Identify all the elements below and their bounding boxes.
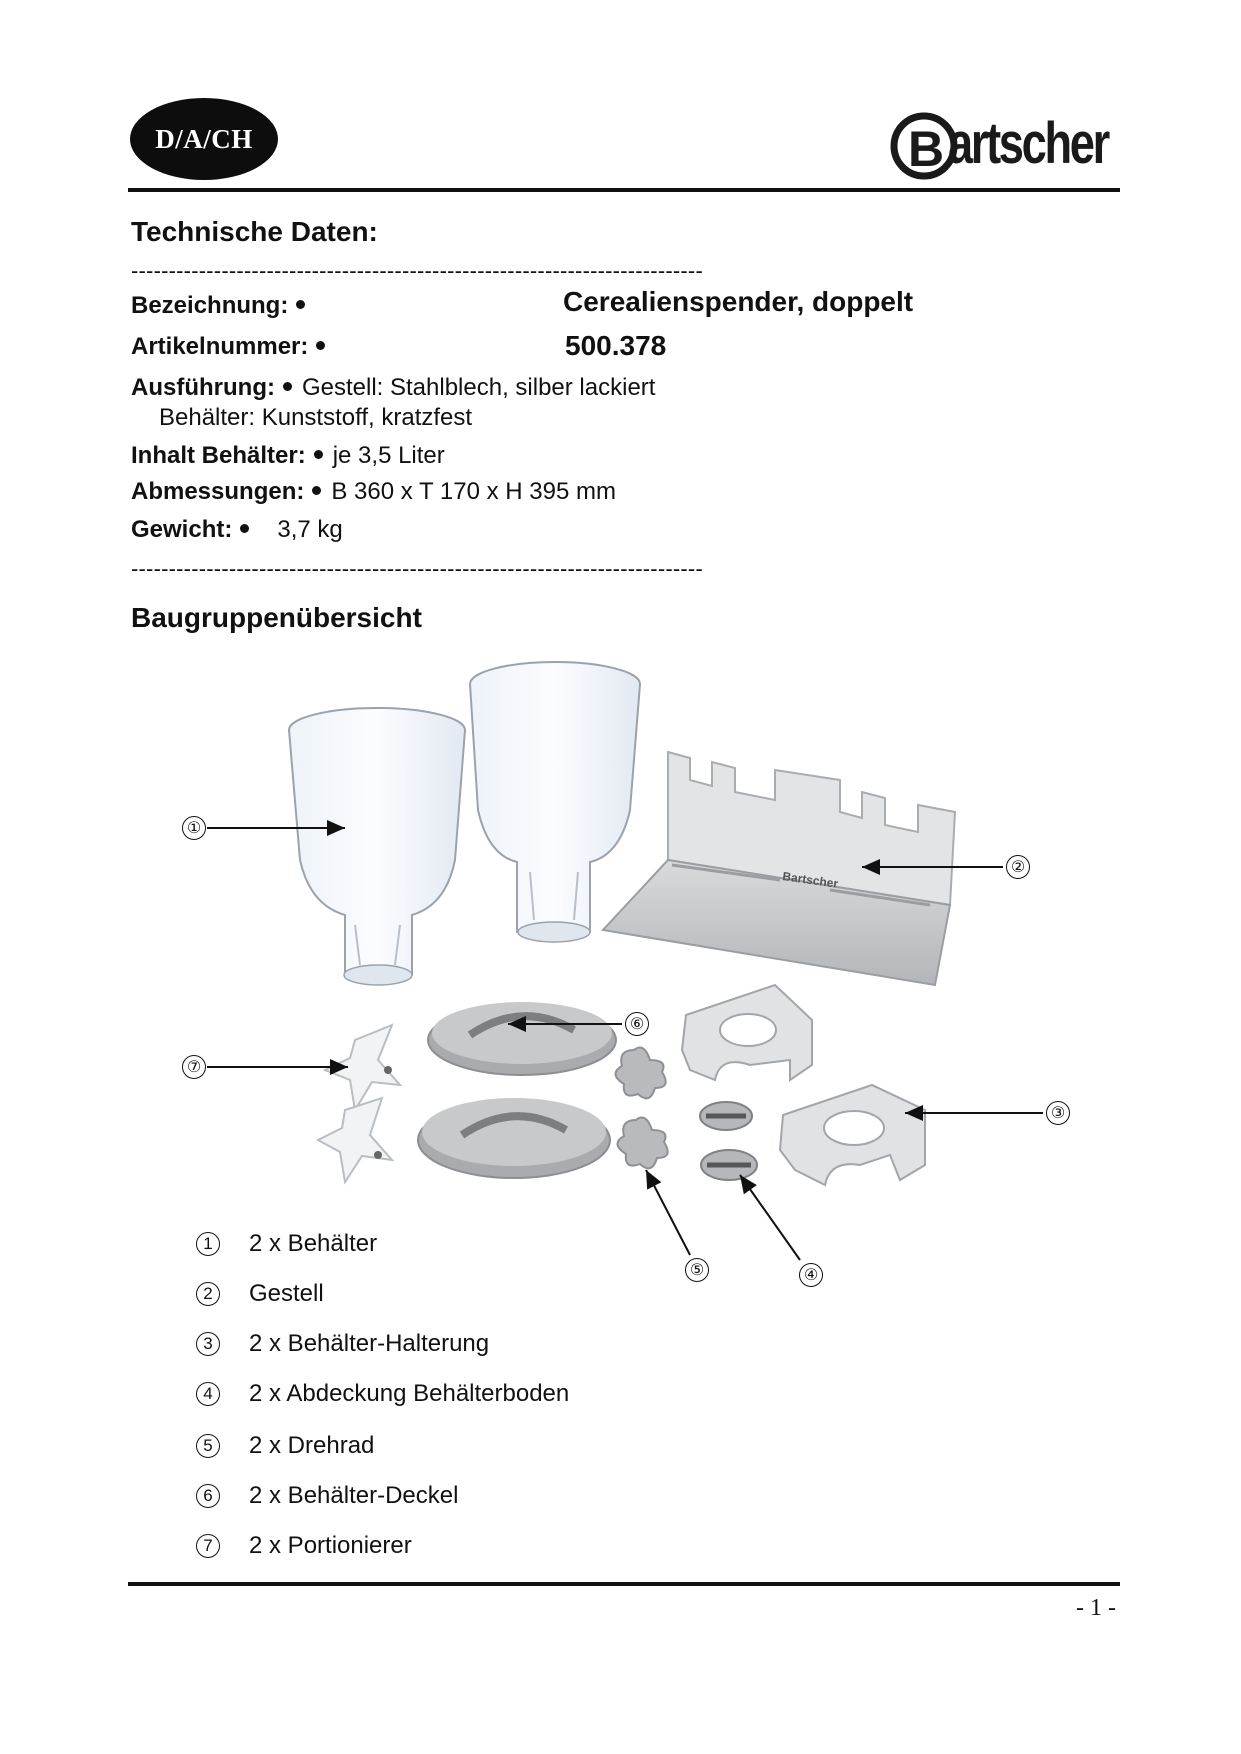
footer-rule [128, 1582, 1120, 1586]
callout-4: ④ [799, 1263, 823, 1287]
version-value-2: Behälter: Kunststoff, kratzfest [159, 404, 473, 431]
legend-num-1: 1 [196, 1232, 220, 1256]
container-right [470, 662, 640, 942]
frame-stand [603, 752, 955, 985]
lid-upper [428, 1002, 616, 1075]
portioner-lower [318, 1098, 392, 1182]
leader-4 [740, 1175, 800, 1260]
knob-lower [617, 1118, 667, 1169]
callout-3: ③ [1046, 1101, 1070, 1125]
designation-label: Bezeichnung: [131, 292, 289, 319]
legend-num-7: 7 [196, 1534, 220, 1558]
callout-5: ⑤ [685, 1258, 709, 1282]
dimensions-value: B 360 x T 170 x H 395 mm [331, 478, 616, 505]
callout-1: ① [182, 816, 206, 840]
page-number: - 1 - [1076, 1595, 1116, 1621]
lid-lower [418, 1098, 610, 1178]
legend-num-3: 3 [196, 1332, 220, 1356]
legend-num-2: 2 [196, 1282, 220, 1306]
callout-7: ⑦ [182, 1055, 206, 1079]
legend-text-4: 2 x Abdeckung Behälterboden [249, 1380, 570, 1407]
weight-label: Gewicht: [131, 516, 233, 543]
svg-text:Bartscher: Bartscher [781, 869, 840, 891]
capacity-value: je 3,5 Liter [332, 442, 445, 469]
base-cover-lower [701, 1150, 757, 1180]
legend-text-5: 2 x Drehrad [249, 1432, 375, 1459]
legend-text-2: Gestell [249, 1280, 324, 1307]
tech-title: Technische Daten: [131, 216, 378, 247]
version-value-1: Gestell: Stahlblech, silber lackiert [301, 374, 656, 401]
knob-upper [615, 1048, 665, 1099]
legend-num-6: 6 [196, 1484, 220, 1508]
leader-5 [646, 1170, 690, 1255]
container-left [289, 708, 465, 985]
holder-upper [682, 985, 812, 1080]
svg-text:B: B [908, 121, 945, 177]
designation-value: Cerealienspender, doppelt [563, 286, 914, 317]
legend-text-7: 2 x Portionierer [249, 1532, 412, 1559]
brand-logo-text: artscher [948, 111, 1108, 176]
callout-2: ② [1006, 855, 1030, 879]
base-cover-upper [700, 1102, 752, 1130]
region-badge: D/A/CH [130, 98, 278, 180]
article-value: 500.378 [565, 330, 667, 361]
version-label: Ausführung: [131, 374, 275, 401]
assembly-title: Baugruppenübersicht [131, 602, 422, 633]
weight-value: 3,7 kg [277, 516, 343, 543]
legend-num-4: 4 [196, 1382, 220, 1406]
divider-bottom: ---------------------------------------------------------------------------- [131, 556, 703, 581]
article-label: Artikelnummer: [131, 333, 309, 360]
legend-text-1: 2 x Behälter [249, 1230, 378, 1257]
legend-text-6: 2 x Behälter-Deckel [249, 1482, 459, 1509]
callout-6: ⑥ [625, 1012, 649, 1036]
dimensions-label: Abmessungen: [131, 478, 305, 505]
capacity-label: Inhalt Behälter: [131, 442, 306, 469]
legend-num-5: 5 [196, 1434, 220, 1458]
holder-lower [780, 1085, 925, 1185]
divider-top: ---------------------------------------------------------------------------- [131, 258, 703, 283]
legend-text-3: 2 x Behälter-Halterung [249, 1330, 490, 1357]
